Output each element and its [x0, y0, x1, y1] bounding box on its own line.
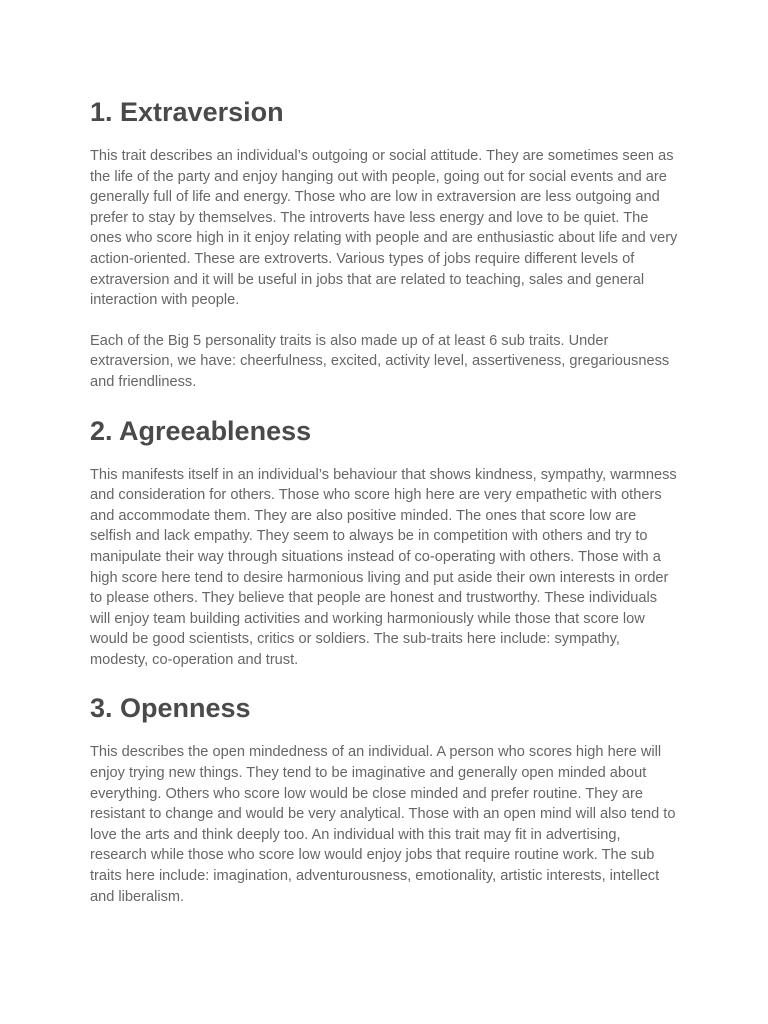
section-openness	[90, 690, 680, 907]
section-heading-agreeableness: 2. Agreeableness	[90, 415, 312, 446]
openness-paragraph-1: This describes the open mindedness of an individual. A person who scores high here will enjoy trying new things. They tend to be imaginative and generally open minded about everything. Others who score low would be close minded and prefer routine. They are resistant to change and would be very analytical. Those with an open mind will also tend to love the arts and think deeply too. An individual with this trait may fit in advertising, research while those who score low would enjoy jobs that require routine work. The sub traits here include: imagination, adventurousness, emotionality, artistic interests, intellect and liberalism.	[90, 744, 676, 905]
extraversion-paragraph-2: Each of the Big 5 personality traits is also made up of at least 6 sub traits. Under extraversion, we have: cheerfulness, excited, activity level, assertiveness, gregariousness and friendliness.	[90, 332, 670, 390]
extraversion-paragraph-1: This trait describes an individual’s outgoing or social attitude. They are sometimes seen as the life of the party and enjoy hanging out with people, going out for social events and are generally full of life and energy. Those who are low in extraversion are less outgoing and prefer to stay by themselves. The introverts have less energy and love to be quiet. The ones who score high in it enjoy relating with people and are enthusiastic about life and very action-oriented. These are extroverts. Various types of jobs require different levels of extraversion and it will be useful in jobs that are related to teaching, sales and general interaction with people.	[90, 148, 678, 309]
section-heading-extraversion: 1. Extraversion	[90, 97, 284, 127]
agreeableness-paragraph-1: This manifests itself in an individual’s behaviour that shows kindness, sympathy, warmness and consideration for others. Those who score high here are very empathetic with others and accommodate them. They are also positive minded. The ones that score low are selfish and lack empathy. They seem to always be in competition with others and try to manipulate their way through situations instead of co-operating with others. Those with a high score here tend to desire harmonious living and put aside their own interests in order to please others. They believe that people are honest and trustworthy. These individuals will enjoy team building activities and working harmoniously while those that score low would be good scientists, critics or soldiers. The sub-traits here include: sympathy, modesty, co-operation and trust.	[90, 466, 677, 668]
section-agreeableness	[90, 413, 680, 671]
section-heading-openness: 3. Openness	[90, 693, 251, 724]
document-page	[90, 94, 680, 907]
section-extraversion	[90, 94, 680, 393]
